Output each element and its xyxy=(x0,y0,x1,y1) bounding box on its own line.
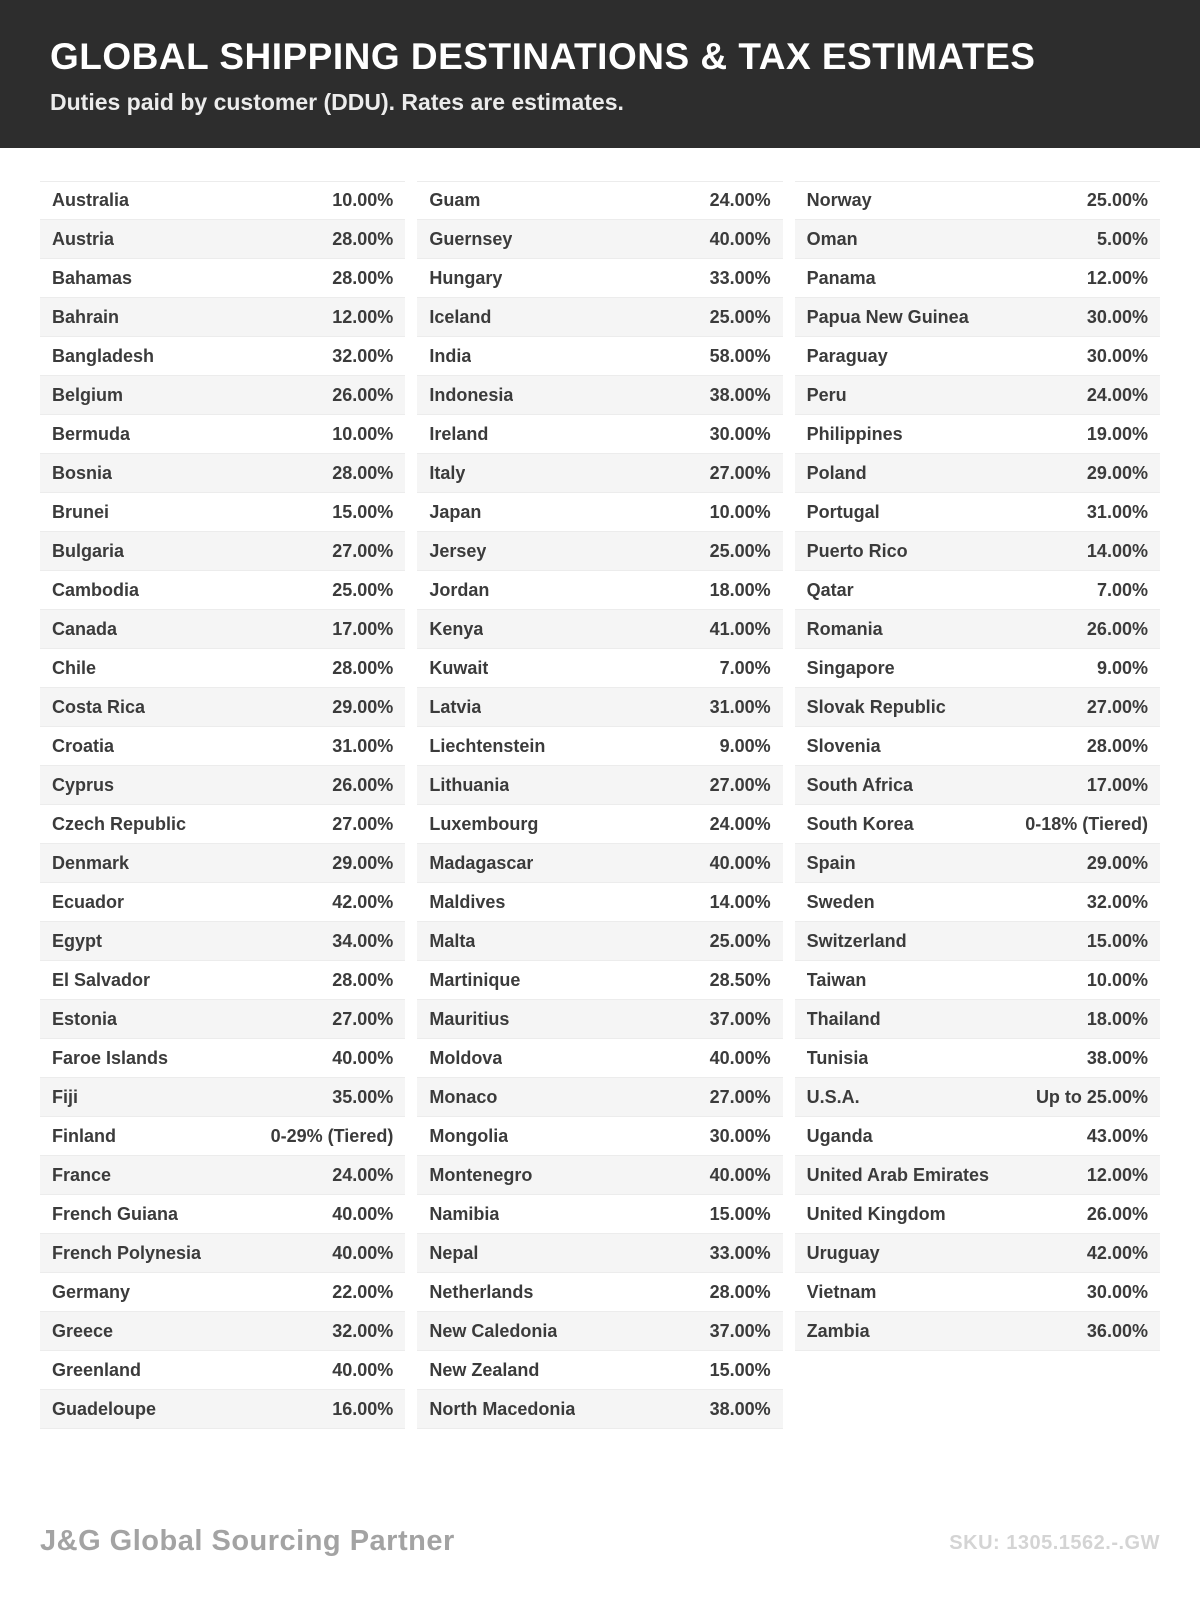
tax-row xyxy=(417,1117,782,1156)
tax-rate: 43.00% xyxy=(1086,1125,1148,1146)
tax-row xyxy=(417,610,782,649)
country-name: Hungary xyxy=(429,267,503,288)
country-name: Romania xyxy=(806,618,883,639)
tax-row xyxy=(40,181,405,220)
country-name: Ecuador xyxy=(52,891,125,912)
tax-rate: 32.00% xyxy=(1086,891,1148,912)
tax-row xyxy=(40,259,405,298)
tax-row xyxy=(417,688,782,727)
tax-row xyxy=(417,181,782,220)
tax-rate: 24.00% xyxy=(709,813,771,834)
tax-rate: 30.00% xyxy=(1086,1281,1148,1302)
tax-rate: 0-18% (Tiered) xyxy=(1025,813,1148,834)
tax-row xyxy=(795,571,1160,610)
tax-rate: 29.00% xyxy=(1086,462,1148,483)
tax-row xyxy=(40,337,405,376)
country-name: Panama xyxy=(806,267,876,288)
tax-rate: 27.00% xyxy=(1086,696,1148,717)
tax-rate: 17.00% xyxy=(1086,774,1148,795)
tax-row xyxy=(40,454,405,493)
tax-rate: 30.00% xyxy=(1086,345,1148,366)
country-name: Luxembourg xyxy=(429,813,539,834)
country-name: France xyxy=(52,1164,112,1185)
tax-rate: 25.00% xyxy=(332,579,394,600)
tax-rate: 42.00% xyxy=(1086,1242,1148,1263)
tax-rate: 16.00% xyxy=(332,1398,394,1419)
tax-row xyxy=(40,1117,405,1156)
tax-row xyxy=(795,649,1160,688)
country-name: U.S.A. xyxy=(806,1086,860,1107)
tax-rate: 33.00% xyxy=(709,1242,771,1263)
country-name: New Zealand xyxy=(429,1359,540,1380)
tax-row xyxy=(795,688,1160,727)
country-name: Bermuda xyxy=(52,423,131,444)
tax-row xyxy=(40,688,405,727)
tax-rate: 29.00% xyxy=(332,696,394,717)
tax-rate: 15.00% xyxy=(1086,930,1148,951)
country-name: Puerto Rico xyxy=(806,540,908,561)
tax-row xyxy=(795,1000,1160,1039)
country-name: Netherlands xyxy=(429,1281,534,1302)
country-name: Uganda xyxy=(806,1125,873,1146)
country-name: Bosnia xyxy=(52,462,113,483)
tax-row xyxy=(795,220,1160,259)
tax-rate: 37.00% xyxy=(709,1320,771,1341)
tax-rate: 22.00% xyxy=(332,1281,394,1302)
tax-row xyxy=(40,493,405,532)
tax-rate: 26.00% xyxy=(1086,1203,1148,1224)
tax-row xyxy=(40,649,405,688)
country-name: Malta xyxy=(429,930,476,951)
country-name: Austria xyxy=(52,228,115,249)
tax-row xyxy=(417,415,782,454)
country-name: Philippines xyxy=(806,423,903,444)
tax-row xyxy=(795,532,1160,571)
tax-rate: 28.00% xyxy=(709,1281,771,1302)
tax-rate: 58.00% xyxy=(709,345,771,366)
tax-rate: Up to 25.00% xyxy=(1035,1086,1148,1107)
tax-rate: 26.00% xyxy=(332,384,394,405)
tax-rate: 40.00% xyxy=(332,1359,394,1380)
country-name: Latvia xyxy=(429,696,482,717)
tax-row xyxy=(417,1039,782,1078)
country-name: Namibia xyxy=(429,1203,500,1224)
country-name: Paraguay xyxy=(806,345,888,366)
country-name: Costa Rica xyxy=(52,696,146,717)
country-name: Zambia xyxy=(806,1320,870,1341)
tax-rate: 36.00% xyxy=(1086,1320,1148,1341)
country-name: French Guiana xyxy=(52,1203,179,1224)
tax-rate: 38.00% xyxy=(709,1398,771,1419)
country-name: Tunisia xyxy=(806,1047,869,1068)
tax-row xyxy=(417,805,782,844)
tax-rate: 40.00% xyxy=(709,1047,771,1068)
country-name: Peru xyxy=(806,384,847,405)
tax-row xyxy=(40,1312,405,1351)
tax-row xyxy=(417,883,782,922)
country-name: Kenya xyxy=(429,618,484,639)
tax-row xyxy=(40,532,405,571)
tax-row xyxy=(417,727,782,766)
tax-rate: 30.00% xyxy=(709,1125,771,1146)
country-name: Bangladesh xyxy=(52,345,155,366)
tax-row xyxy=(795,1078,1160,1117)
tax-row xyxy=(795,298,1160,337)
tax-rate: 27.00% xyxy=(709,462,771,483)
tax-row xyxy=(417,1156,782,1195)
tax-rate: 28.00% xyxy=(1086,735,1148,756)
country-name: United Arab Emirates xyxy=(806,1164,990,1185)
header-banner xyxy=(0,0,1200,148)
tax-rate: 15.00% xyxy=(709,1203,771,1224)
tax-row xyxy=(417,259,782,298)
tax-rate: 28.50% xyxy=(709,969,771,990)
tax-rate: 18.00% xyxy=(1086,1008,1148,1029)
tax-rate: 10.00% xyxy=(332,190,394,210)
tax-rate: 40.00% xyxy=(332,1047,394,1068)
tax-row xyxy=(795,1234,1160,1273)
tax-rate: 35.00% xyxy=(332,1086,394,1107)
tax-row xyxy=(795,376,1160,415)
country-name: Kuwait xyxy=(429,657,489,678)
tax-row xyxy=(795,1195,1160,1234)
tax-rate: 40.00% xyxy=(709,228,771,249)
tax-rate: 7.00% xyxy=(1096,579,1148,600)
tax-rate: 30.00% xyxy=(709,423,771,444)
tax-rate: 28.00% xyxy=(332,462,394,483)
tax-row xyxy=(40,1078,405,1117)
tax-rate: 40.00% xyxy=(709,852,771,873)
tax-row xyxy=(40,415,405,454)
country-name: Finland xyxy=(52,1125,116,1146)
tax-row xyxy=(417,571,782,610)
country-name: Jordan xyxy=(429,579,490,600)
tax-rate: 25.00% xyxy=(709,540,771,561)
country-name: Maldives xyxy=(429,891,506,912)
sku-text: SKU: 1305.1562.-.GW xyxy=(949,1532,1160,1554)
country-name: Bahrain xyxy=(52,306,120,327)
country-name: Montenegro xyxy=(429,1164,533,1185)
tax-rate: 28.00% xyxy=(332,657,394,678)
tax-row xyxy=(795,805,1160,844)
tax-rate: 28.00% xyxy=(332,228,394,249)
tax-row xyxy=(795,259,1160,298)
tax-row xyxy=(795,493,1160,532)
tax-rate: 27.00% xyxy=(332,813,394,834)
tax-rate: 26.00% xyxy=(332,774,394,795)
tax-rate: 24.00% xyxy=(709,190,771,210)
tax-rate: 31.00% xyxy=(332,735,394,756)
tax-table xyxy=(0,181,1200,1429)
country-name: Japan xyxy=(429,501,482,522)
tax-row xyxy=(795,727,1160,766)
country-name: Taiwan xyxy=(806,969,867,990)
country-name: South Africa xyxy=(806,774,913,795)
tax-rate: 28.00% xyxy=(332,267,394,288)
tax-rate: 18.00% xyxy=(709,579,771,600)
tax-row xyxy=(40,1390,405,1429)
country-name: Guernsey xyxy=(429,228,513,249)
country-name: Thailand xyxy=(806,1008,881,1029)
country-name: French Polynesia xyxy=(52,1242,202,1263)
tax-row xyxy=(417,1273,782,1312)
country-name: Fiji xyxy=(52,1086,78,1107)
tax-row xyxy=(417,532,782,571)
country-name: Switzerland xyxy=(806,930,907,951)
country-name: Brunei xyxy=(52,501,110,522)
tax-row xyxy=(795,181,1160,220)
tax-row xyxy=(417,766,782,805)
country-name: Bulgaria xyxy=(52,540,125,561)
country-name: Canada xyxy=(52,618,118,639)
country-name: Liechtenstein xyxy=(429,735,546,756)
country-name: Madagascar xyxy=(429,852,534,873)
tax-rate: 15.00% xyxy=(709,1359,771,1380)
tax-row xyxy=(417,1195,782,1234)
tax-row xyxy=(40,1156,405,1195)
tax-row xyxy=(40,844,405,883)
tax-row xyxy=(40,220,405,259)
tax-rate: 25.00% xyxy=(709,306,771,327)
tax-row xyxy=(417,1000,782,1039)
country-name: Vietnam xyxy=(806,1281,877,1302)
tax-row xyxy=(40,883,405,922)
tax-row xyxy=(795,1312,1160,1351)
country-name: Poland xyxy=(806,462,867,483)
tax-rate: 37.00% xyxy=(709,1008,771,1029)
tax-rate: 9.00% xyxy=(719,735,771,756)
country-name: Portugal xyxy=(806,501,880,522)
tax-rate: 31.00% xyxy=(1086,501,1148,522)
country-name: Cyprus xyxy=(52,774,115,795)
tax-row xyxy=(795,844,1160,883)
tax-row xyxy=(40,1234,405,1273)
tax-rate: 40.00% xyxy=(709,1164,771,1185)
tax-row xyxy=(40,1273,405,1312)
country-name: New Caledonia xyxy=(429,1320,558,1341)
country-name: Martinique xyxy=(429,969,521,990)
footer xyxy=(40,1525,1160,1558)
tax-rate: 42.00% xyxy=(332,891,394,912)
tax-rate: 24.00% xyxy=(1086,384,1148,405)
tax-rate: 34.00% xyxy=(332,930,394,951)
country-name: Czech Republic xyxy=(52,813,187,834)
country-name: Italy xyxy=(429,462,466,483)
tax-rate: 25.00% xyxy=(709,930,771,951)
tax-row xyxy=(417,961,782,1000)
country-name: Guam xyxy=(429,190,481,210)
tax-row xyxy=(417,1390,782,1429)
tax-rate: 12.00% xyxy=(1086,1164,1148,1185)
tax-row xyxy=(40,298,405,337)
tax-row xyxy=(40,1000,405,1039)
tax-rate: 30.00% xyxy=(1086,306,1148,327)
tax-rate: 40.00% xyxy=(332,1242,394,1263)
country-name: Sweden xyxy=(806,891,875,912)
tax-row xyxy=(795,415,1160,454)
tax-row xyxy=(417,298,782,337)
tax-rate: 15.00% xyxy=(332,501,394,522)
tax-row xyxy=(417,1234,782,1273)
tax-column-3 xyxy=(795,181,1160,1351)
tax-row xyxy=(417,1078,782,1117)
tax-row xyxy=(40,571,405,610)
country-name: Cambodia xyxy=(52,579,140,600)
tax-rate: 19.00% xyxy=(1086,423,1148,444)
tax-row xyxy=(40,1351,405,1390)
country-name: Jersey xyxy=(429,540,487,561)
country-name: Papua New Guinea xyxy=(806,306,969,327)
country-name: South Korea xyxy=(806,813,914,834)
tax-row xyxy=(40,1039,405,1078)
page-title: GLOBAL SHIPPING DESTINATIONS & TAX ESTIMATES xyxy=(50,36,1036,77)
country-name: Belgium xyxy=(52,384,124,405)
country-name: Mauritius xyxy=(429,1008,510,1029)
country-name: Iceland xyxy=(429,306,492,327)
country-name: Estonia xyxy=(52,1008,118,1029)
country-name: Bahamas xyxy=(52,267,133,288)
country-name: United Kingdom xyxy=(806,1203,946,1224)
tax-row xyxy=(795,766,1160,805)
country-name: North Macedonia xyxy=(429,1398,576,1419)
tax-column-1 xyxy=(40,181,405,1429)
tax-row xyxy=(417,844,782,883)
tax-rate: 12.00% xyxy=(1086,267,1148,288)
tax-rate: 27.00% xyxy=(709,1086,771,1107)
tax-row xyxy=(417,220,782,259)
tax-row xyxy=(40,922,405,961)
tax-rate: 27.00% xyxy=(332,540,394,561)
country-name: Egypt xyxy=(52,930,103,951)
country-name: Denmark xyxy=(52,852,130,873)
tax-row xyxy=(40,805,405,844)
tax-row xyxy=(795,1273,1160,1312)
tax-rate: 29.00% xyxy=(332,852,394,873)
country-name: Oman xyxy=(806,228,858,249)
country-name: India xyxy=(429,345,472,366)
tax-row xyxy=(40,766,405,805)
tax-rate: 27.00% xyxy=(709,774,771,795)
tax-row xyxy=(417,1351,782,1390)
country-name: Guadeloupe xyxy=(52,1398,157,1419)
country-name: Slovak Republic xyxy=(806,696,946,717)
country-name: Ireland xyxy=(429,423,489,444)
tax-row xyxy=(795,610,1160,649)
tax-row xyxy=(40,610,405,649)
country-name: Norway xyxy=(806,190,872,210)
tax-rate: 5.00% xyxy=(1096,228,1148,249)
country-name: Lithuania xyxy=(429,774,510,795)
tax-rate: 17.00% xyxy=(332,618,394,639)
tax-row xyxy=(795,337,1160,376)
tax-row xyxy=(795,1117,1160,1156)
tax-rate: 26.00% xyxy=(1086,618,1148,639)
tax-row xyxy=(795,883,1160,922)
tax-row xyxy=(417,922,782,961)
country-name: Germany xyxy=(52,1281,131,1302)
brand-text: J&G Global Sourcing Partner xyxy=(40,1525,455,1557)
country-name: Uruguay xyxy=(806,1242,880,1263)
tax-rate: 41.00% xyxy=(709,618,771,639)
tax-rate: 10.00% xyxy=(332,423,394,444)
country-name: Greece xyxy=(52,1320,114,1341)
country-name: Singapore xyxy=(806,657,895,678)
tax-row xyxy=(417,454,782,493)
tax-rate: 12.00% xyxy=(332,306,394,327)
country-name: Faroe Islands xyxy=(52,1047,169,1068)
country-name: Qatar xyxy=(806,579,854,600)
tax-rate: 9.00% xyxy=(1096,657,1148,678)
tax-rate: 10.00% xyxy=(709,501,771,522)
tax-rate: 25.00% xyxy=(1086,190,1148,210)
country-name: Mongolia xyxy=(429,1125,509,1146)
tax-rate: 10.00% xyxy=(1086,969,1148,990)
country-name: Croatia xyxy=(52,735,115,756)
tax-rate: 32.00% xyxy=(332,345,394,366)
tax-row xyxy=(40,727,405,766)
tax-row xyxy=(795,1156,1160,1195)
tax-rate: 24.00% xyxy=(332,1164,394,1185)
country-name: Chile xyxy=(52,657,97,678)
country-name: Moldova xyxy=(429,1047,503,1068)
tax-rate: 14.00% xyxy=(709,891,771,912)
tax-row xyxy=(40,376,405,415)
tax-row xyxy=(795,961,1160,1000)
tax-row xyxy=(417,1312,782,1351)
tax-rate: 27.00% xyxy=(332,1008,394,1029)
tax-rate: 7.00% xyxy=(719,657,771,678)
tax-column-2 xyxy=(417,181,782,1429)
tax-row xyxy=(417,337,782,376)
country-name: Nepal xyxy=(429,1242,479,1263)
tax-rate: 31.00% xyxy=(709,696,771,717)
tax-row xyxy=(417,649,782,688)
country-name: Monaco xyxy=(429,1086,498,1107)
tax-rate: 40.00% xyxy=(332,1203,394,1224)
tax-rate: 0-29% (Tiered) xyxy=(270,1125,394,1146)
tax-row xyxy=(795,454,1160,493)
tax-rate: 32.00% xyxy=(332,1320,394,1341)
tax-rate: 29.00% xyxy=(1086,852,1148,873)
page-subtitle: Duties paid by customer (DDU). Rates are estimates. xyxy=(50,89,624,115)
tax-rate: 14.00% xyxy=(1086,540,1148,561)
tax-rate: 38.00% xyxy=(1086,1047,1148,1068)
tax-row xyxy=(417,493,782,532)
tax-row xyxy=(40,1195,405,1234)
tax-rate: 38.00% xyxy=(709,384,771,405)
tax-row xyxy=(795,922,1160,961)
tax-row xyxy=(795,1039,1160,1078)
country-name: Greenland xyxy=(52,1359,142,1380)
tax-rate: 28.00% xyxy=(332,969,394,990)
country-name: El Salvador xyxy=(52,969,151,990)
country-name: Spain xyxy=(806,852,856,873)
country-name: Australia xyxy=(52,190,130,210)
tax-rate: 33.00% xyxy=(709,267,771,288)
tax-row xyxy=(40,961,405,1000)
country-name: Slovenia xyxy=(806,735,881,756)
tax-row xyxy=(417,376,782,415)
country-name: Indonesia xyxy=(429,384,514,405)
